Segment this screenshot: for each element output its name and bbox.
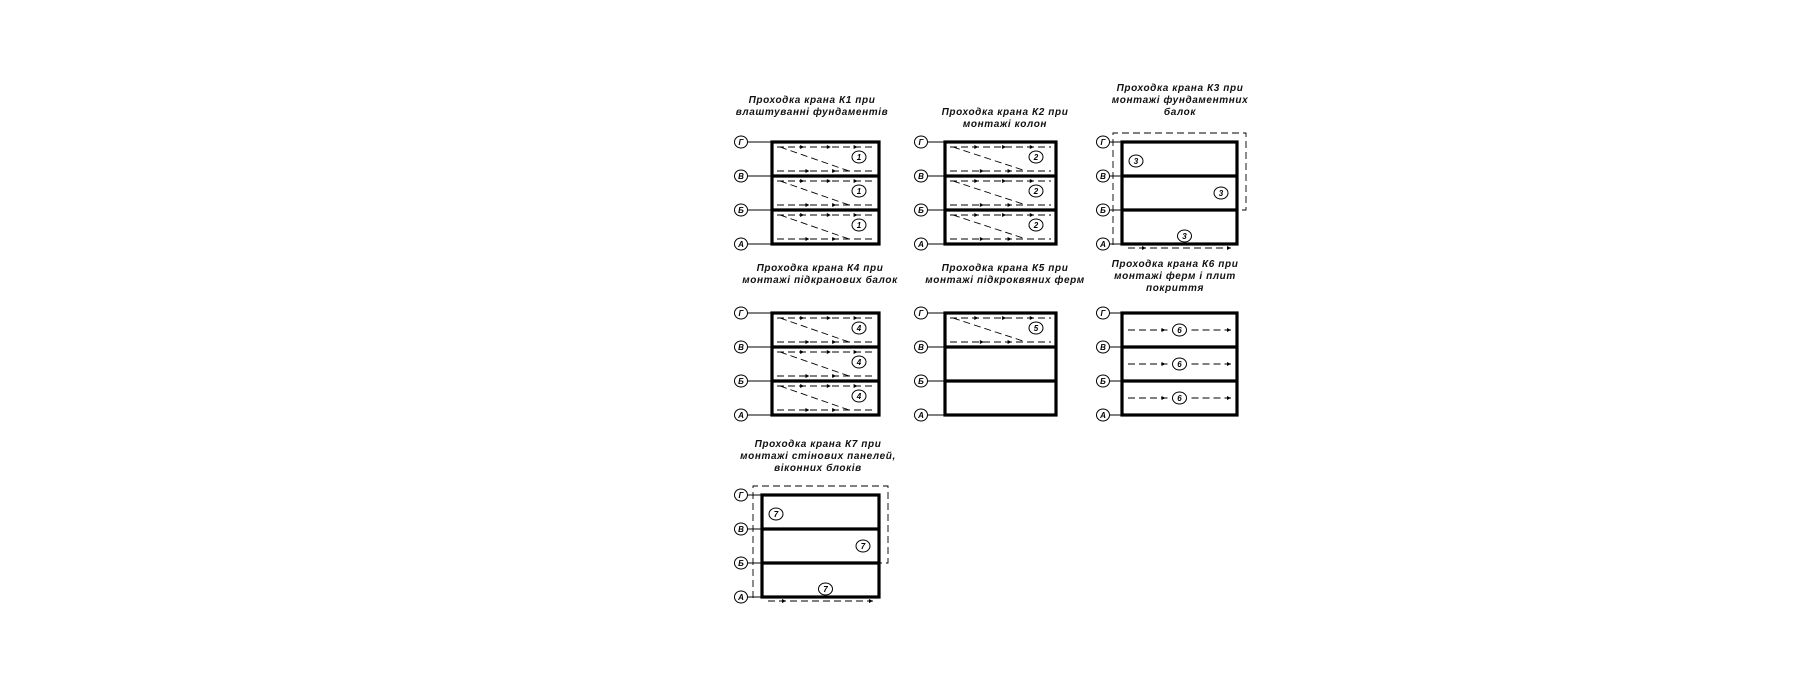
axis-label: Г [918,138,924,147]
path-arrow [1002,179,1006,183]
path-arrow [832,169,836,173]
axis-marker [915,307,928,319]
title-line: монтажі колон [962,119,1048,130]
axis-marker [915,341,928,353]
step-number: 7 [823,585,828,594]
path-arrow [1030,316,1034,320]
axis-marker [735,557,748,569]
step-number: 4 [856,392,862,401]
step-number: 7 [860,542,866,551]
step-marker [769,508,783,520]
title-line: монтажі підкранових балок [742,275,898,286]
crane-path [780,215,849,239]
step-marker [1173,392,1187,404]
path-arrow [980,203,984,207]
path-arrow [1008,203,1012,207]
title-line: монтажі ферм і плит [1114,271,1236,282]
step-marker [852,322,866,334]
title-line: віконних блоків [774,463,862,474]
panel-k1 [735,95,889,250]
path-arrow [980,169,984,173]
crane-path [780,181,849,205]
path-arrow [805,374,809,378]
path-arrow [832,237,836,241]
step-marker [852,185,866,197]
path-arrow [1030,145,1034,149]
title-line: монтажі фундаментних [1111,95,1249,106]
path-arrow [1142,246,1146,250]
path-arrow [1227,396,1231,400]
path-arrow [832,203,836,207]
axis-marker [735,489,748,501]
panel-title [925,263,1084,286]
step-number: 4 [856,324,862,333]
axis-marker [915,204,928,216]
axis-marker [735,170,748,182]
axis-marker [1097,136,1110,148]
panel-title [1112,259,1239,294]
crane-path [780,386,849,410]
crane-path [953,181,1026,205]
title-line: Проходка крана К1 при [748,95,876,106]
axis-label: Г [918,309,924,318]
path-arrow [800,145,804,149]
path-arrow [800,350,804,354]
path-arrow [827,316,831,320]
title-line: балок [1163,107,1197,118]
path-arrow [980,340,984,344]
path-arrow [800,384,804,388]
step-marker [852,219,866,231]
axis-label: А [738,411,744,420]
step-marker [852,356,866,368]
step-number: 5 [1033,324,1039,333]
step-number: 3 [1133,157,1139,166]
path-arrow [805,169,809,173]
axis-label: А [1100,411,1106,420]
path-arrow [974,145,978,149]
path-arrow [805,203,809,207]
path-arrow [869,599,873,603]
axis-label: Г [738,138,744,147]
path-arrow [800,316,804,320]
step-number: 4 [856,358,862,367]
step-number: 6 [1177,394,1182,403]
axis-marker [735,409,748,421]
step-marker [1129,155,1143,167]
path-arrow [854,316,858,320]
axis-marker [735,591,748,603]
axis-label: В [918,343,924,352]
axis-label: В [738,343,744,352]
path-arrow [1002,145,1006,149]
path-arrow [805,237,809,241]
path-arrow [1162,328,1166,332]
axis-marker [1097,307,1110,319]
path-arrow [832,408,836,412]
path-arrow [854,213,858,217]
axis-marker [735,307,748,319]
path-arrow [1030,213,1034,217]
title-line: Проходка крана К2 при [941,107,1069,118]
panel-k5 [915,263,1085,421]
step-number: 3 [1182,232,1187,241]
title-line: Проходка крана К5 при [941,263,1069,274]
path-arrow [827,350,831,354]
axis-label: Г [1100,309,1106,318]
step-marker [1214,187,1228,199]
axis-marker [1097,375,1110,387]
step-marker [852,390,866,402]
axis-label: Г [738,309,744,318]
crane-path [780,147,849,171]
step-marker [1029,151,1043,163]
axis-label: Б [738,206,744,215]
path-arrow [1008,237,1012,241]
path-arrow [1162,396,1166,400]
axis-marker [735,136,748,148]
path-arrow [974,316,978,320]
step-number: 2 [1033,187,1039,196]
axis-label: Б [918,206,924,215]
axis-marker [915,375,928,387]
path-arrow [1008,169,1012,173]
step-number: 2 [1033,153,1039,162]
axis-label: Г [1100,138,1106,147]
path-arrow [1227,362,1231,366]
path-arrow [854,145,858,149]
title-line: монтажі стінових панелей, [740,451,896,462]
title-line: Проходка крана К4 при [756,263,884,274]
step-marker [1029,185,1043,197]
step-number: 1 [856,187,862,196]
axis-marker [735,238,748,250]
axis-label: А [738,240,744,249]
axis-marker [1097,238,1110,250]
crane-path [780,352,849,376]
panel-title [742,263,898,286]
axis-marker [915,170,928,182]
title-line: Проходка крана К3 при [1116,83,1244,94]
crane-path [780,318,849,342]
axis-marker [1097,409,1110,421]
path-arrow [980,237,984,241]
step-number: 1 [856,221,862,230]
path-arrow [1227,328,1231,332]
path-arrow [800,213,804,217]
axis-label: Б [738,377,744,386]
axis-label: В [1100,172,1106,181]
panel-title [942,107,1069,130]
path-arrow [974,213,978,217]
path-arrow [805,340,809,344]
title-line: монтажі підкроквяних ферм [925,275,1085,286]
axis-label: Г [738,491,744,500]
step-number: 2 [1033,221,1039,230]
path-arrow [1162,362,1166,366]
axis-label: Б [1100,377,1106,386]
axis-label: В [918,172,924,181]
path-arrow [1227,246,1231,250]
step-number: 6 [1177,326,1182,335]
step-marker [819,583,833,595]
path-arrow [827,145,831,149]
axis-marker [735,375,748,387]
axis-marker [735,341,748,353]
path-arrow [974,179,978,183]
axis-label: В [738,525,744,534]
axis-marker [1097,204,1110,216]
title-line: Проходка крана К6 при [1111,259,1239,270]
step-marker [1178,230,1192,242]
panel-k4 [735,263,899,421]
axis-marker [915,238,928,250]
step-number: 6 [1177,360,1182,369]
panel-title [740,439,896,474]
axis-marker [915,409,928,421]
path-arrow [832,340,836,344]
crane-path [953,318,1026,342]
step-marker [1173,324,1187,336]
panel-k3 [1097,83,1249,250]
axis-label: Б [918,377,924,386]
step-marker [852,151,866,163]
path-arrow [827,384,831,388]
step-marker [856,540,870,552]
path-arrow [854,350,858,354]
panel-title [736,95,888,118]
axis-marker [1097,341,1110,353]
panel-k7 [735,439,896,603]
path-arrow [782,599,786,603]
step-marker [1029,322,1043,334]
path-arrow [827,213,831,217]
step-number: 3 [1218,189,1224,198]
axis-label: А [738,593,744,602]
title-line: покриття [1146,283,1204,294]
path-arrow [805,408,809,412]
axis-marker [735,204,748,216]
path-arrow [1002,316,1006,320]
panel-k6 [1097,259,1239,421]
axis-marker [1097,170,1110,182]
crane-path [953,147,1026,171]
step-marker [1029,219,1043,231]
axis-label: Б [738,559,744,568]
axis-marker [735,523,748,535]
path-arrow [800,179,804,183]
title-line: влаштуванні фундаментів [735,107,889,118]
step-number: 1 [856,153,862,162]
axis-marker [915,136,928,148]
path-arrow [832,374,836,378]
path-arrow [1008,340,1012,344]
title-line: Проходка крана К7 при [754,439,882,450]
axis-label: В [1100,343,1106,352]
path-arrow [854,179,858,183]
axis-label: А [918,240,924,249]
panel-k2 [915,107,1069,250]
step-marker [1173,358,1187,370]
axis-label: А [918,411,924,420]
path-arrow [1030,179,1034,183]
axis-label: В [738,172,744,181]
path-arrow [1002,213,1006,217]
path-arrow [827,179,831,183]
axis-label: Б [1100,206,1106,215]
path-arrow [854,384,858,388]
axis-label: А [1100,240,1106,249]
panel-title [1112,83,1248,118]
step-number: 7 [773,510,779,519]
crane-path [953,215,1026,239]
